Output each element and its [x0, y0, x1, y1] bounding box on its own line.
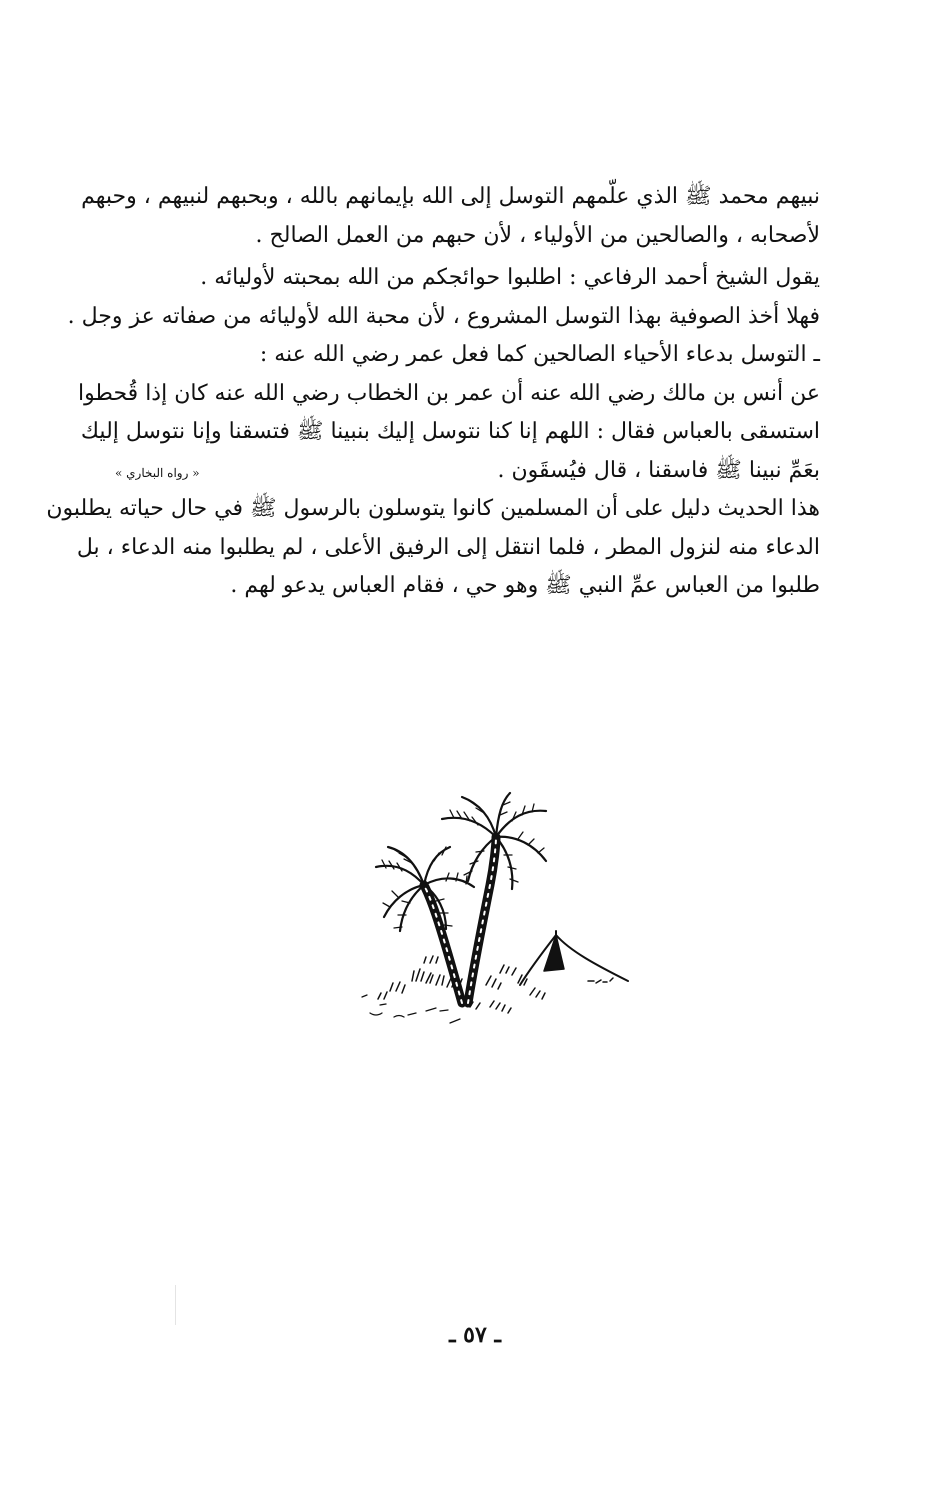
text-line: يقول الشيخ أحمد الرفاعي : اطلبوا حوائجكم من الله بمحبته لأوليائه . [200, 265, 820, 290]
text-line: هذا الحديث دليل على أن المسلمين كانوا يتوسلون بالرسول ﷺ في حال حياته يطلبون [46, 496, 820, 521]
text-line: لأصحابه ، والصالحين من الأولياء ، لأن حبهم من العمل الصالح . [255, 222, 820, 248]
palm-trees-and-tent-icon [350, 785, 640, 1040]
text-line: عن أنس بن مالك رضي الله عنه أن عمر بن الخطاب رضي الله عنه كان إذا قُحطوا [77, 380, 820, 406]
commentary-paragraph [46, 490, 820, 606]
page-number: ـ ٥٧ ـ [449, 1322, 501, 1348]
paragraph-2 [115, 259, 820, 298]
section-heading [115, 336, 820, 375]
text-line: فهلا أخذ الصوفية بهذا التوسل المشروع ، لأن محبة الله لأوليائه من صفاته عز وجل . [67, 303, 820, 329]
scan-artifact-line [175, 1285, 176, 1325]
paragraph-3 [67, 298, 820, 337]
text-line-with-source [115, 452, 820, 491]
text-line: ـ التوسل بدعاء الأحياء الصالحين كما فعل عمر رضي الله عنه : [259, 342, 820, 367]
text-line: بعَمِّ نبينا ﷺ فاسقنا ، قال فيُسقَون . [497, 457, 820, 483]
paragraph-1 [81, 178, 820, 255]
hadith-source: « رواه البخاري » [115, 465, 200, 480]
text-line: الدعاء منه لنزول المطر ، فلما انتقل إلى الرفيق الأعلى ، لم يطلبوا منه الدعاء ، بل [76, 534, 820, 560]
text-line: نبيهم محمد ﷺ الذي علّمهم التوسل إلى الله بإيمانهم بالله ، وبحبهم لنبيهم ، وحبهم [81, 184, 820, 209]
hadith-paragraph [77, 375, 820, 491]
text-line: طلبوا من العباس عمِّ النبي ﷺ وهو حي ، فقام العباس يدعو لهم . [230, 573, 820, 598]
text-line: استسقى بالعباس فقال : اللهم إنا كنا نتوسل إليك بنبينا ﷺ فتسقنا وإنا نتوسل إليك [80, 419, 820, 444]
main-text [46, 178, 820, 606]
